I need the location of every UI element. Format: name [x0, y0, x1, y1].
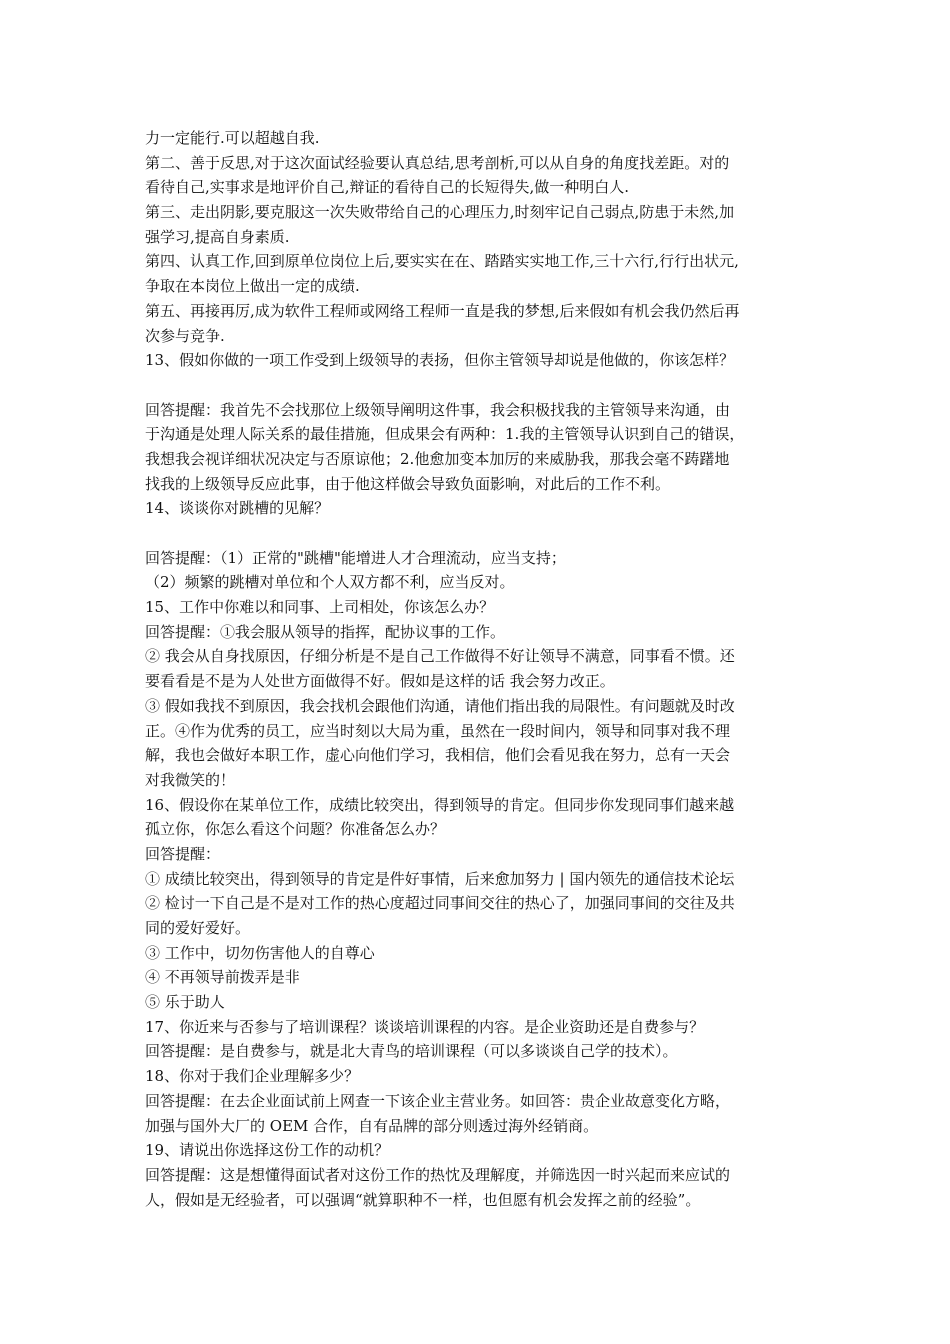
text-line: 找我的上级领导反应此事，由于他这样做会导致负面影响，对此后的工作不利。	[145, 474, 671, 493]
text-line: 加强与国外大厂的 OEM 合作，自有品牌的部分则透过海外经销商。	[145, 1116, 599, 1135]
text-line: ③ 工作中，切勿伤害他人的自尊心	[145, 943, 375, 962]
text-line: 第三、走出阴影,要克服这一次失败带给自己的心理压力,时刻牢记自己弱点,防患于未然,加	[145, 203, 735, 222]
text-line: 要看看是不是为人处世方面做得不好。假如是这样的话 我会努力改正。	[145, 672, 615, 691]
text-line: 13、假如你做的一项工作受到上级领导的表扬，但你主管领导却说是他做的，你该怎样？	[145, 351, 735, 370]
text-line: 回答提醒：在去企业面试前上网查一下该企业主营业务。如回答：贵企业故意变化方略，	[145, 1091, 731, 1110]
text-line: 次参与竞争.	[145, 326, 225, 345]
text-line: 回答提醒：	[145, 844, 221, 863]
text-line: 第二、善于反思,对于这次面试经验要认真总结,思考剖析,可以从自身的角度找差距。对的	[145, 153, 730, 172]
text-line: 力一定能行.可以超越自我.	[145, 129, 320, 147]
text-line: ③ 假如我找不到原因，我会找机会跟他们沟通，请他们指出我的局限性。有问题就及时改	[145, 696, 735, 715]
text-line: 我想我会视详细状况决定与否原谅他；2.他愈加变本加厉的来威胁我，那我会毫不踌躇地	[145, 449, 730, 468]
text-line: 于沟通是处理人际关系的最佳措施，但成果会有两种：1.我的主管领导认识到自己的错误，	[145, 425, 745, 444]
text-line: 回答提醒：我首先不会找那位上级领导阐明这件事，我会积极找我的主管领导来沟通，由	[145, 400, 731, 419]
text-line: ④ 不再领导前拨弄是非	[145, 968, 300, 987]
text-line: 解，我也会做好本职工作，虚心向他们学习，我相信，他们会看见我在努力，总有一天会	[145, 746, 731, 765]
text-line: 回答提醒：是自费参与，就是北大青鸟的培训课程（可以多谈谈自己学的技术）。	[145, 1042, 678, 1061]
text-line: 17、你近来与否参与了培训课程？谈谈培训课程的内容。是企业资助还是自费参与？	[145, 1017, 705, 1036]
text-line: 第五、再接再厉,成为软件工程师或网络工程师一直是我的梦想,后来假如有机会我仍然后再	[145, 301, 740, 320]
text-line: 看待自己,实事求是地评价自己,辩证的看待自己的长短得失,做一种明白人.	[145, 178, 630, 197]
text-line: 回答提醒：（1）正常的"跳槽"能增进人才合理流动，应当支持；	[145, 548, 566, 567]
text-line: 人，假如是无经验者，可以强调“就算职种不一样，也但愿有机会发挥之前的经验”。	[145, 1190, 701, 1209]
text-line: 孤立你，你怎么看这个问题？你准备怎么办？	[145, 820, 446, 839]
text-line: 14、谈谈你对跳槽的见解？	[145, 499, 330, 518]
text-line: ② 检讨一下自己是不是对工作的热心度超过同事间交往的热心了，加强同事间的交往及共	[145, 894, 735, 913]
text-line: 回答提醒：这是想懂得面试者对这份工作的热忱及理解度，并筛选因一时兴起而来应试的	[145, 1165, 731, 1184]
text-line: 强学习,提高自身素质.	[145, 227, 290, 246]
text-line: 正。④作为优秀的员工，应当时刻以大局为重，虽然在一段时间内，领导和同事对我不理	[145, 721, 731, 740]
text-line: 对我微笑的！	[145, 770, 236, 789]
text-line: 第四、认真工作,回到原单位岗位上后,要实实在在、踏踏实实地工作,三十六行,行行出状元,	[145, 252, 739, 271]
text-line: 16、假设你在某单位工作，成绩比较突出，得到领导的肯定。但同步你发现同事们越来越	[145, 795, 735, 814]
text-line: ② 我会从自身找原因，仔细分析是不是自己工作做得不好让领导不满意，同事看不惯。还	[145, 647, 735, 666]
blank-line	[145, 373, 815, 398]
text-line: 15、工作中你难以和同事、上司相处，你该怎么办？	[145, 598, 495, 617]
text-line: （2）频繁的跳槽对单位和个人双方都不利，应当反对。	[145, 573, 515, 592]
text-line: 19、请说出你选择这份工作的动机？	[145, 1141, 390, 1160]
text-line: 18、你对于我们企业理解多少？	[145, 1067, 360, 1086]
blank-line	[145, 521, 815, 546]
text-line: ① 成绩比较突出，得到领导的肯定是件好事情，后来愈加努力 | 国内领先的通信技术论坛	[145, 869, 735, 888]
text-line: 同的爱好爱好。	[145, 919, 251, 937]
document-body	[145, 126, 815, 1212]
text-line: 争取在本岗位上做出一定的成绩.	[145, 277, 360, 296]
text-line: 回答提醒：①我会服从领导的指挥，配协议事的工作。	[145, 622, 506, 641]
text-line: ⑤ 乐于助人	[145, 993, 225, 1012]
